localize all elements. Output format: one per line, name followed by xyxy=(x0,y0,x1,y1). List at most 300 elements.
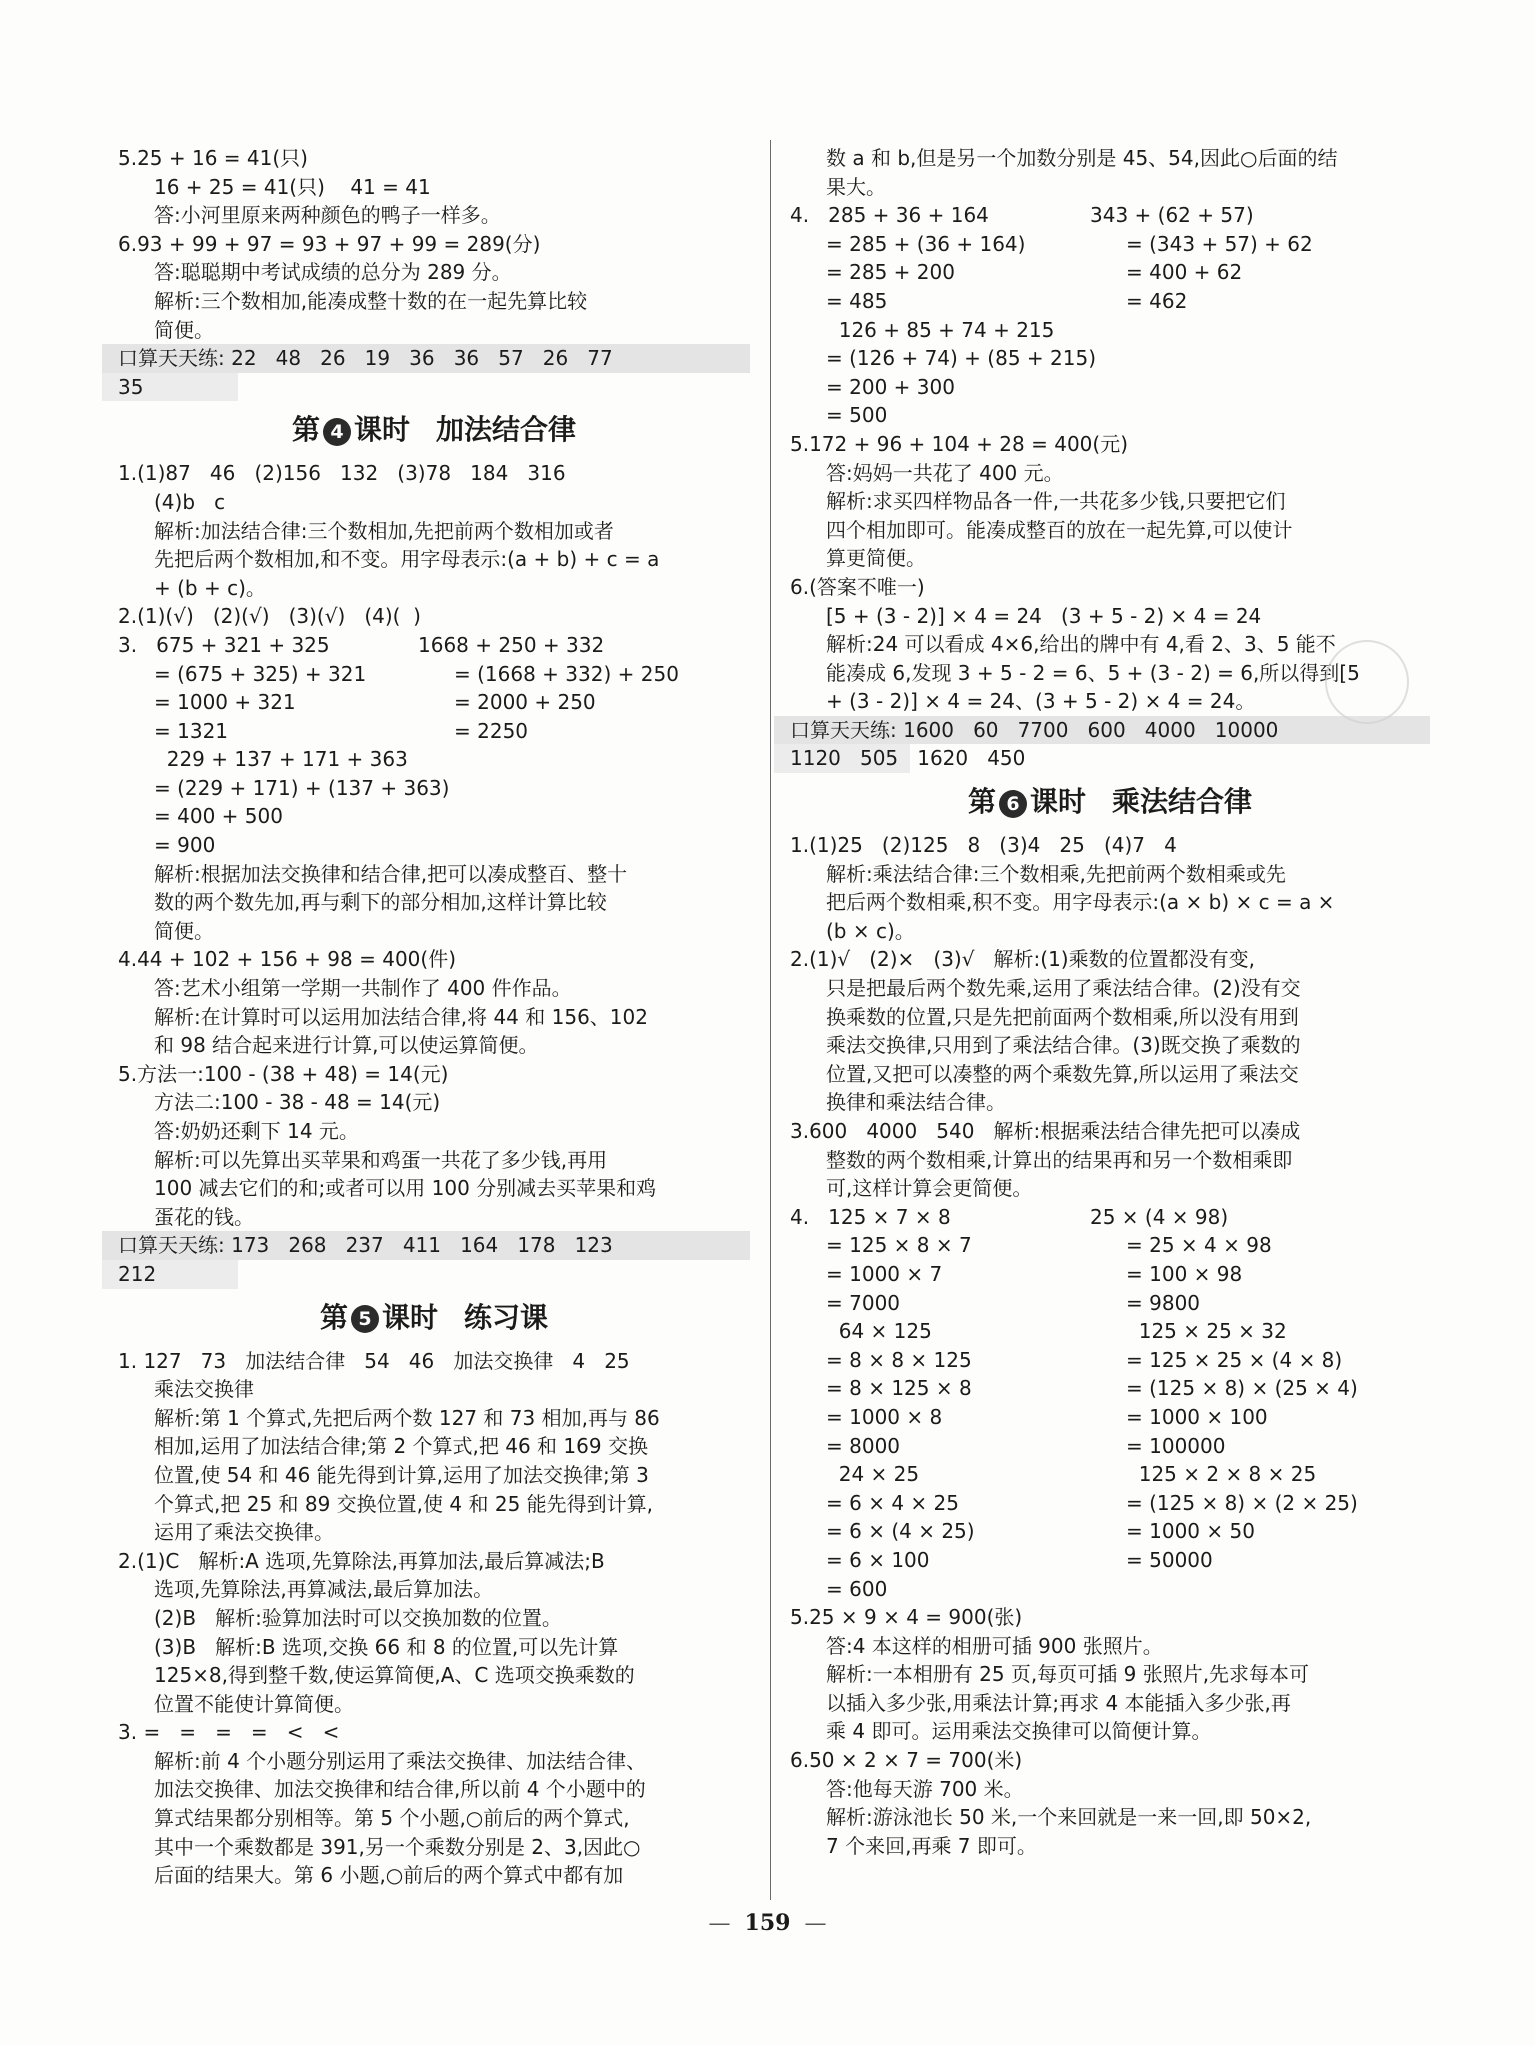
column-divider xyxy=(770,140,771,1900)
answer-line-content xyxy=(118,230,750,259)
answer-line xyxy=(118,1690,750,1719)
answer-line xyxy=(118,917,750,946)
answer-text: 位置,使 54 和 46 能先得到计算,运用了加法交换律;第 3 xyxy=(154,1462,649,1487)
answer-line-content xyxy=(826,487,1430,516)
answer-line-content xyxy=(826,287,1430,316)
answer-line xyxy=(790,516,1430,545)
answer-text: 1120 505 1620 450 xyxy=(790,746,1026,771)
answer-line xyxy=(118,602,750,631)
answer-text: 蛋花的钱。 xyxy=(154,1204,254,1229)
answer-line-content xyxy=(154,1661,750,1690)
answer-line-content xyxy=(154,1088,750,1117)
answer-line xyxy=(790,1146,1430,1175)
page-number-dash-right: — xyxy=(804,1911,827,1936)
answer-line xyxy=(790,1517,1430,1546)
answer-line xyxy=(790,1832,1430,1861)
answer-text: 解析:一本相册有 25 页,每页可插 9 张照片,先求每本可 xyxy=(826,1662,1310,1687)
answer-text: 229 + 137 + 171 + 363 xyxy=(154,747,408,772)
answer-line-content xyxy=(154,1633,750,1662)
answer-text-second-column: = (343 + 57) + 62 xyxy=(1126,231,1313,256)
answer-line-content xyxy=(826,917,1430,946)
answer-line-content xyxy=(790,716,1422,745)
lesson-heading-suffix: 课时 xyxy=(381,1300,438,1334)
answer-line xyxy=(118,631,750,660)
answer-line xyxy=(118,1804,750,1833)
answer-line-content xyxy=(154,1747,750,1776)
answer-text: 6.93 + 99 + 97 = 93 + 97 + 99 = 289(分) xyxy=(118,231,541,256)
answer-text: 口算天天练: 1600 60 7700 600 4000 10000 xyxy=(790,717,1279,742)
answer-line-content xyxy=(118,344,742,373)
answer-line-content xyxy=(826,1460,1430,1489)
answer-line xyxy=(118,1375,750,1404)
answer-line-content xyxy=(826,602,1430,631)
mental-math-practice-line xyxy=(774,716,1430,745)
answer-line-content xyxy=(826,1517,1430,1546)
answer-line xyxy=(790,860,1430,889)
answer-line-content xyxy=(790,1603,1430,1632)
answer-line-content xyxy=(826,1775,1430,1804)
answer-line xyxy=(790,1031,1430,1060)
answer-text: = (675 + 325) + 321 xyxy=(154,661,367,686)
lesson-heading-suffix: 课时 xyxy=(1029,785,1086,819)
answer-line xyxy=(118,1518,750,1547)
answer-line-content xyxy=(154,1003,750,1032)
answer-text-second-column: 25 × (4 × 98) xyxy=(1090,1204,1229,1229)
answer-line xyxy=(790,602,1430,631)
answer-text-second-column: 343 + (62 + 57) xyxy=(1090,203,1254,228)
answer-line-content xyxy=(154,1490,750,1519)
answer-line-content xyxy=(154,287,750,316)
answer-line-content xyxy=(154,1575,750,1604)
answer-line-content xyxy=(826,1003,1430,1032)
answer-line xyxy=(790,1632,1430,1661)
answer-line xyxy=(790,1346,1430,1375)
answer-text: 6.(答案不唯一) xyxy=(790,574,925,599)
answer-text-second-column: = (1668 + 332) + 250 xyxy=(454,661,679,686)
answer-line-content xyxy=(118,144,750,173)
answer-line xyxy=(790,1003,1430,1032)
lesson-title: 乘法结合律 xyxy=(1112,785,1253,819)
answer-text: 口算天天练: 173 268 237 411 164 178 123 xyxy=(118,1233,613,1258)
answer-line xyxy=(790,1489,1430,1518)
answer-line xyxy=(118,1461,750,1490)
answer-line xyxy=(118,1747,750,1776)
answer-line-content xyxy=(826,860,1430,889)
lesson-heading-prefix: 第 xyxy=(967,785,996,819)
answer-line-content xyxy=(154,545,750,574)
answer-line-content xyxy=(826,544,1430,573)
answer-line xyxy=(790,401,1430,430)
answer-line xyxy=(118,1604,750,1633)
answer-text: (4)b c xyxy=(154,489,226,514)
answer-text: = 7000 xyxy=(826,1290,901,1315)
answer-line xyxy=(790,230,1430,259)
answer-line xyxy=(790,173,1430,202)
answer-line xyxy=(790,1803,1430,1832)
answer-text: = 485 xyxy=(826,288,888,313)
answer-line xyxy=(118,1833,750,1862)
answer-line-content xyxy=(154,688,750,717)
answer-text: 100 减去它们的和;或者可以用 100 分别减去买苹果和鸡 xyxy=(154,1176,657,1201)
answer-text: 答:艺术小组第一学期一共制作了 400 件作品。 xyxy=(154,976,572,1001)
answer-line-content xyxy=(826,1060,1430,1089)
answer-line-content xyxy=(826,1632,1430,1661)
answer-text: 7 个来回,再乘 7 即可。 xyxy=(826,1833,1037,1858)
answer-text: 整数的两个数相乘,计算出的结果再和另一个数相乘即 xyxy=(826,1147,1293,1172)
answer-line xyxy=(118,1490,750,1519)
answer-line-content xyxy=(826,1031,1430,1060)
answer-line-content xyxy=(154,1174,750,1203)
answer-line xyxy=(790,1231,1430,1260)
answer-text-second-column: = (125 × 8) × (25 × 4) xyxy=(1126,1376,1358,1401)
left-column xyxy=(118,144,750,1890)
answer-line-content xyxy=(118,1347,750,1376)
answer-text: 1.(1)25 (2)125 8 (3)4 25 (4)7 4 xyxy=(790,833,1177,858)
answer-text: 答:聪聪期中考试成绩的总分为 289 分。 xyxy=(154,260,512,285)
answer-text: 能凑成 6,发现 3 + 5 - 2 = 6、5 + (3 - 2) = 6,所以得到[5 xyxy=(826,660,1360,685)
answer-line xyxy=(790,1689,1430,1718)
answer-text: 个算式,把 25 和 89 交换位置,使 4 和 25 能先得到计算, xyxy=(154,1491,654,1516)
answer-line xyxy=(118,660,750,689)
answer-text-second-column: = 100 × 98 xyxy=(1126,1261,1243,1286)
answer-line xyxy=(118,316,750,345)
answer-line-content xyxy=(826,516,1430,545)
answer-text: = 200 + 300 xyxy=(826,374,955,399)
answer-line-content xyxy=(154,1117,750,1146)
answer-text: 1.(1)87 46 (2)156 132 (3)78 184 316 xyxy=(118,461,566,486)
answer-line xyxy=(790,258,1430,287)
lesson-heading xyxy=(118,407,750,453)
answer-line-content xyxy=(154,1861,750,1890)
answer-text: 2.(1)C 解析:A 选项,先算除法,再算加法,最后算减法;B xyxy=(118,1548,605,1573)
answer-text-second-column: = 462 xyxy=(1126,288,1188,313)
answer-line xyxy=(118,774,750,803)
answer-text: 相加,运用了加法结合律;第 2 个算式,把 46 和 169 交换 xyxy=(154,1434,648,1459)
answer-line-content xyxy=(154,517,750,546)
answer-line-content xyxy=(154,316,750,345)
answer-text: 4. 125 × 7 × 8 xyxy=(790,1204,951,1229)
answer-line-content xyxy=(826,1346,1430,1375)
answer-line xyxy=(790,144,1430,173)
answer-text-second-column: = 400 + 62 xyxy=(1126,260,1243,285)
answer-line xyxy=(118,1661,750,1690)
answer-text: 口算天天练: 22 48 26 19 36 36 57 26 77 xyxy=(118,346,613,371)
mental-math-practice-line xyxy=(102,1231,750,1260)
answer-text: 后面的结果大。第 6 小题,○前后的两个算式中都有加 xyxy=(154,1863,624,1888)
answer-line xyxy=(118,488,750,517)
answer-text: 答:他每天游 700 米。 xyxy=(826,1776,1024,1801)
answer-line-content xyxy=(826,974,1430,1003)
answer-line xyxy=(790,974,1430,1003)
answer-line xyxy=(118,1203,750,1232)
answer-line xyxy=(118,1404,750,1433)
answer-text: 6.50 × 2 × 7 = 700(米) xyxy=(790,1748,1023,1773)
answer-text: 简便。 xyxy=(154,317,214,342)
answer-text: 5.172 + 96 + 104 + 28 = 400(元) xyxy=(790,431,1128,456)
answer-text: 答:小河里原来两种颜色的鸭子一样多。 xyxy=(154,203,501,228)
answer-text: + (3 - 2)] × 4 = 24、(3 + 5 - 2) × 4 = 24。 xyxy=(826,689,1256,714)
answer-text: 5.25 × 9 × 4 = 900(张) xyxy=(790,1605,1023,1630)
answer-text: 解析:根据加法交换律和结合律,把可以凑成整百、整十 xyxy=(154,861,628,886)
answer-text-second-column: = 2000 + 250 xyxy=(454,690,596,715)
lesson-heading-prefix: 第 xyxy=(319,1300,348,1334)
answer-text-second-column: 125 × 25 × 32 xyxy=(1126,1319,1287,1344)
answer-text: 数的两个数先加,再与剩下的部分相加,这样计算比较 xyxy=(154,890,607,915)
lesson-number-badge: 4 xyxy=(323,418,351,446)
answer-line xyxy=(790,544,1430,573)
mental-math-practice-line xyxy=(774,744,1026,773)
answer-text: = 400 + 500 xyxy=(154,804,283,829)
answer-text: = 285 + 200 xyxy=(826,260,955,285)
answer-line xyxy=(118,888,750,917)
answer-line xyxy=(790,1403,1430,1432)
answer-line-content xyxy=(154,774,750,803)
answer-line-content xyxy=(826,1231,1430,1260)
answer-line-content xyxy=(154,1146,750,1175)
answer-line-content xyxy=(118,459,750,488)
answer-line-content xyxy=(154,888,750,917)
answer-text: 解析:在计算时可以运用加法结合律,将 44 和 156、102 xyxy=(154,1004,648,1029)
answer-text: 四个相加即可。能凑成整百的放在一起先算,可以使计 xyxy=(826,517,1293,542)
answer-line-content xyxy=(790,201,1430,230)
answer-line-content xyxy=(826,344,1430,373)
answer-line-content xyxy=(826,1374,1430,1403)
answer-line-content xyxy=(154,860,750,889)
answer-text: = 900 xyxy=(154,833,216,858)
answer-line-content xyxy=(118,373,238,402)
answer-line-content xyxy=(826,1689,1430,1718)
answer-text: = 8 × 8 × 125 xyxy=(826,1347,972,1372)
answer-line-content xyxy=(826,401,1430,430)
answer-text: 5.方法一:100 - (38 + 48) = 14(元) xyxy=(118,1061,449,1086)
right-column xyxy=(790,144,1430,1860)
lesson-heading-suffix: 课时 xyxy=(353,413,410,447)
answer-text: 64 × 125 xyxy=(826,1319,932,1344)
answer-text: = 6 × 4 × 25 xyxy=(826,1490,959,1515)
answer-line xyxy=(790,287,1430,316)
answer-line-content xyxy=(826,1088,1430,1117)
lesson-title: 练习课 xyxy=(464,1300,549,1334)
answer-line xyxy=(790,1060,1430,1089)
answer-text: = (229 + 171) + (137 + 363) xyxy=(154,775,450,800)
answer-text: = 285 + (36 + 164) xyxy=(826,231,1026,256)
answer-line xyxy=(790,1317,1430,1346)
lesson-heading xyxy=(118,1295,750,1341)
answer-text: 答:妈妈一共花了 400 元。 xyxy=(826,460,1064,485)
answer-line-content xyxy=(154,1690,750,1719)
answer-text: 4. 285 + 36 + 164 xyxy=(790,203,989,228)
answer-line xyxy=(118,1432,750,1461)
answer-line-content xyxy=(826,230,1430,259)
answer-text: = 6 × 100 xyxy=(826,1547,930,1572)
answer-text: = 6 × (4 × 25) xyxy=(826,1519,975,1544)
answer-line-content xyxy=(154,201,750,230)
answer-line xyxy=(118,745,750,774)
answer-text: 算更简便。 xyxy=(826,546,926,571)
answer-text: 2.(1)√ (2)× (3)√ 解析:(1)乘数的位置都没有变, xyxy=(790,947,1255,972)
answer-text-second-column: = (125 × 8) × (2 × 25) xyxy=(1126,1490,1358,1515)
answer-text: 运用了乘法交换律。 xyxy=(154,1520,334,1545)
answer-line xyxy=(790,917,1430,946)
answer-line-content xyxy=(826,144,1430,173)
answer-line-content xyxy=(118,945,750,974)
answer-line-content xyxy=(154,717,750,746)
answer-line xyxy=(790,945,1430,974)
answer-text: = 8000 xyxy=(826,1433,901,1458)
answer-text: 解析:第 1 个算式,先把后两个数 127 和 73 相加,再与 86 xyxy=(154,1405,660,1430)
answer-line-content xyxy=(790,1746,1430,1775)
answer-line xyxy=(118,574,750,603)
answer-line xyxy=(790,1603,1430,1632)
answer-line xyxy=(790,1117,1430,1146)
answer-text: 位置不能使计算简便。 xyxy=(154,1691,354,1716)
answer-line xyxy=(790,1575,1430,1604)
answer-text-second-column: 125 × 2 × 8 × 25 xyxy=(1126,1462,1317,1487)
answer-line-content xyxy=(790,1117,1430,1146)
answer-text: (3)B 解析:B 选项,交换 66 和 8 的位置,可以先计算 xyxy=(154,1634,619,1659)
answer-line xyxy=(790,487,1430,516)
answer-line xyxy=(790,1174,1430,1203)
answer-line xyxy=(118,1117,750,1146)
answer-line-content xyxy=(154,1031,750,1060)
answer-line xyxy=(790,201,1430,230)
answer-line-content xyxy=(154,831,750,860)
answer-line-content xyxy=(154,1432,750,1461)
answer-line xyxy=(118,945,750,974)
answer-text: 2.(1)(√) (2)(√) (3)(√) (4)( ) xyxy=(118,604,421,629)
answer-line xyxy=(790,316,1430,345)
answer-line-content xyxy=(826,1575,1430,1604)
answer-line-content xyxy=(826,1260,1430,1289)
answer-text: 答:4 本这样的相册可插 900 张照片。 xyxy=(826,1633,1163,1658)
answer-line-content xyxy=(154,1775,750,1804)
answer-line-content xyxy=(826,258,1430,287)
answer-line-content xyxy=(154,1203,750,1232)
answer-line-content xyxy=(154,1375,750,1404)
answer-text: (2)B 解析:验算加法时可以交换加数的位置。 xyxy=(154,1605,562,1630)
answer-line xyxy=(118,1718,750,1747)
lesson-number-badge: 5 xyxy=(351,1305,379,1333)
answer-line-content xyxy=(154,1804,750,1833)
answer-line xyxy=(118,1060,750,1089)
answer-line xyxy=(118,201,750,230)
answer-line-content xyxy=(826,1174,1430,1203)
answer-line-content xyxy=(790,1203,1430,1232)
answer-line xyxy=(790,459,1430,488)
answer-line xyxy=(790,1432,1430,1461)
answer-text: 加法交换律、加法交换律和结合律,所以前 4 个小题中的 xyxy=(154,1777,646,1802)
answer-text: 乘法交换律 xyxy=(154,1377,254,1402)
answer-line-content xyxy=(154,1604,750,1633)
answer-line xyxy=(790,1203,1430,1232)
answer-text: 先把后两个数相加,和不变。用字母表示:(a + b) + c = a xyxy=(154,547,660,572)
answer-text: 3. 675 + 321 + 325 xyxy=(118,632,330,657)
answer-text: = 125 × 8 × 7 xyxy=(826,1233,972,1258)
answer-text: 乘法交换律,只用到了乘法结合律。(3)既交换了乘数的 xyxy=(826,1033,1301,1058)
answer-line-content xyxy=(826,1403,1430,1432)
answer-text: 解析:可以先算出买苹果和鸡蛋一共花了多少钱,再用 xyxy=(154,1147,608,1172)
answer-text: 解析:24 可以看成 4×6,给出的牌中有 4,看 2、3、5 能不 xyxy=(826,632,1336,657)
answer-text: (b × c)。 xyxy=(826,918,915,943)
answer-text-second-column: = 25 × 4 × 98 xyxy=(1126,1233,1272,1258)
answer-text: 以插入多少张,用乘法计算;再求 4 本能插入多少张,再 xyxy=(826,1690,1291,1715)
answer-text: = 1000 + 321 xyxy=(154,690,296,715)
answer-text-second-column: = 1000 × 50 xyxy=(1126,1519,1255,1544)
answer-line-content xyxy=(790,831,1430,860)
answer-text: 答:奶奶还剩下 14 元。 xyxy=(154,1119,359,1143)
answer-text: 选项,先算除法,再算减法,最后算加法。 xyxy=(154,1577,494,1602)
mental-math-practice-line xyxy=(102,1260,238,1289)
answer-text: 可,这样计算会更简便。 xyxy=(826,1176,1033,1201)
page-number xyxy=(0,1910,1535,1936)
answer-line xyxy=(118,287,750,316)
answer-line xyxy=(790,1289,1430,1318)
mental-math-practice-line xyxy=(102,344,750,373)
answer-text: = 1000 × 7 xyxy=(826,1261,943,1286)
answer-line xyxy=(118,1174,750,1203)
answer-line-content xyxy=(826,1317,1430,1346)
answer-text: 和 98 结合起来进行计算,可以使运算简便。 xyxy=(154,1033,539,1058)
answer-text-second-column: = 2250 xyxy=(454,718,529,743)
answer-line xyxy=(118,1088,750,1117)
answer-text: 位置,又把可以凑整的两个乘数先算,所以运用了乘法交 xyxy=(826,1061,1299,1086)
answer-text-second-column: = 50000 xyxy=(1126,1547,1213,1572)
answer-line-content xyxy=(118,1547,750,1576)
answer-text-second-column: = 1000 × 100 xyxy=(1126,1404,1268,1429)
answer-line-content xyxy=(154,745,750,774)
answer-line-content xyxy=(790,744,1026,773)
answer-line xyxy=(790,373,1430,402)
mental-math-practice-line xyxy=(102,373,238,402)
answer-line xyxy=(118,459,750,488)
answer-line-content xyxy=(154,258,750,287)
answer-text: 乘 4 即可。运用乘法交换律可以简便计算。 xyxy=(826,1719,1212,1744)
answer-line xyxy=(790,1717,1430,1746)
answer-text: 解析:求买四样物品各一件,一共花多少钱,只要把它们 xyxy=(826,489,1286,514)
answer-line xyxy=(118,258,750,287)
answer-line xyxy=(118,1347,750,1376)
answer-line xyxy=(790,1088,1430,1117)
lesson-title: 加法结合律 xyxy=(436,413,577,447)
answer-line-content xyxy=(826,1146,1430,1175)
answer-text: 换乘数的位置,只是先把前面两个数相乘,所以没有用到 xyxy=(826,1004,1299,1029)
answer-line-content xyxy=(826,459,1430,488)
answer-line xyxy=(118,545,750,574)
answer-text: 1. 127 73 加法结合律 54 46 加法交换律 4 25 xyxy=(118,1348,630,1373)
answer-line-content xyxy=(154,974,750,1003)
answer-line-content xyxy=(826,173,1430,202)
answer-line-content xyxy=(826,1717,1430,1746)
answer-line-content xyxy=(154,1404,750,1433)
answer-line-content xyxy=(118,1718,750,1747)
answer-line xyxy=(118,688,750,717)
answer-line-content xyxy=(154,173,750,202)
answer-text-second-column: = 100000 xyxy=(1126,1433,1226,1458)
watermark-stamp xyxy=(1325,640,1409,724)
answer-text: 把后两个数相乘,积不变。用字母表示:(a × b) × c = a × xyxy=(826,890,1335,915)
answer-line xyxy=(790,1746,1430,1775)
answer-line xyxy=(790,1546,1430,1575)
page-number-dash-left: — xyxy=(708,1911,731,1936)
answer-line xyxy=(118,717,750,746)
answer-line-content xyxy=(154,802,750,831)
answer-line xyxy=(790,1460,1430,1489)
answer-line-content xyxy=(826,1489,1430,1518)
answer-line xyxy=(118,1633,750,1662)
answer-line-content xyxy=(154,574,750,603)
answer-line-content xyxy=(118,1060,750,1089)
answer-text: 解析:加法结合律:三个数相加,先把前两个数相加或者 xyxy=(154,518,614,543)
